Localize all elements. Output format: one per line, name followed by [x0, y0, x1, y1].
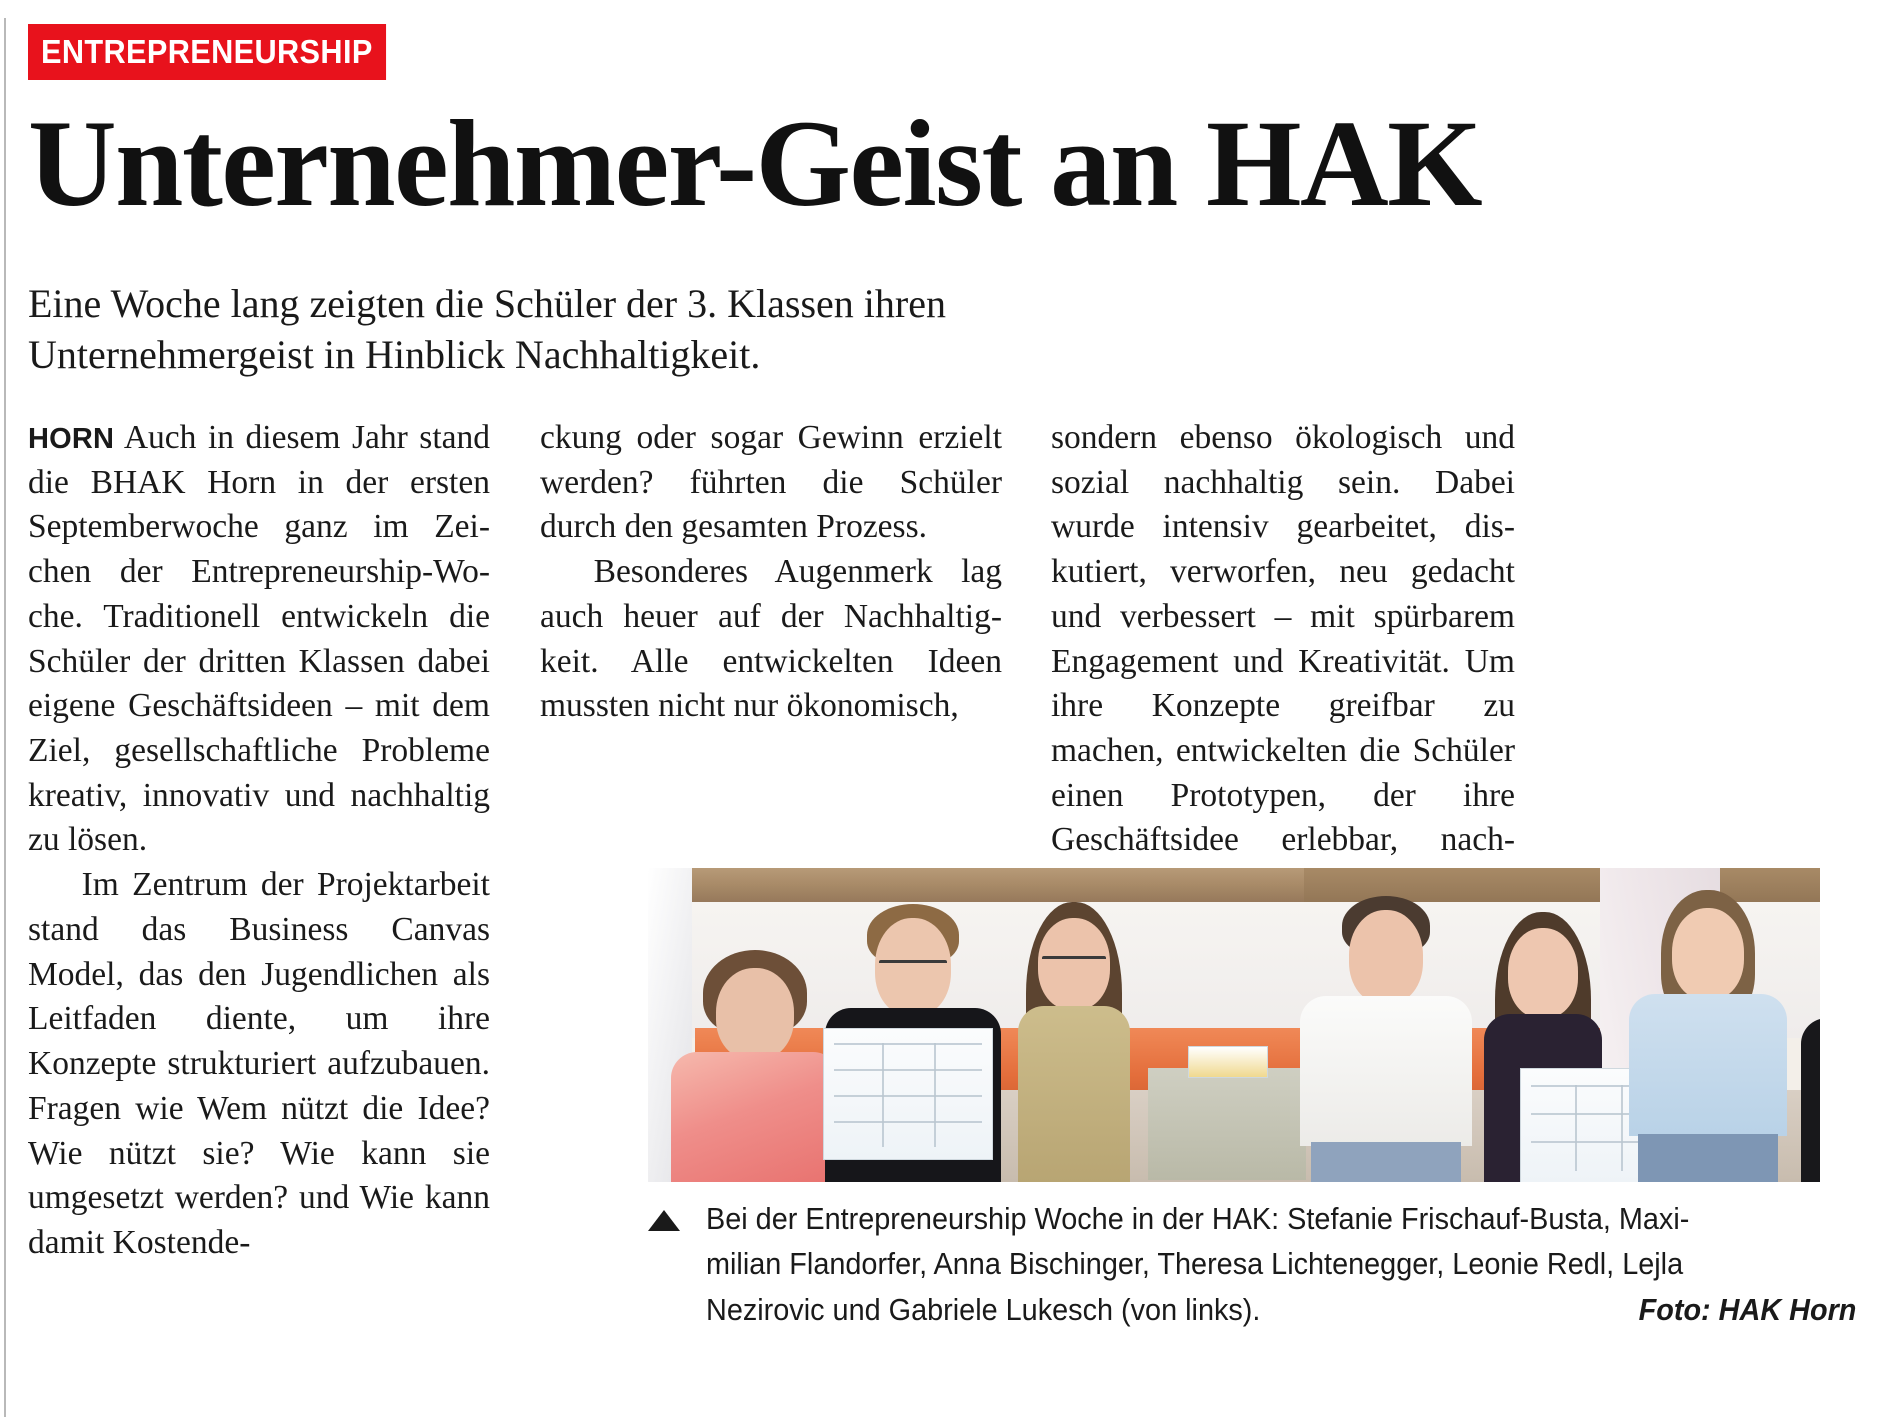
- glasses-icon: [1042, 956, 1106, 968]
- face: [1672, 908, 1744, 1000]
- page-title: Unternehmer-Geist an HAK: [28, 95, 1482, 232]
- poster-line: [834, 1121, 982, 1123]
- dateline: HORN: [28, 423, 115, 455]
- caption-line: Nezirovic und Gabriele Lukesch (von links).: [706, 1291, 1261, 1327]
- triangle-up-icon: [648, 1210, 680, 1231]
- torso: [1300, 996, 1472, 1146]
- face: [716, 968, 794, 1060]
- prototype-object: [1188, 1046, 1268, 1078]
- photo-credit: Foto: HAK Horn: [1638, 1291, 1857, 1327]
- caption-line: Bei der Entrepreneurship Woche in der HAK: Stefanie Frischauf-Busta, Maxi-: [706, 1201, 1690, 1236]
- paragraph-text: Auch in diesem Jahr stand die BHAK Horn in der ersten Septemberwoche ganz im Zeichen der Entrepreneurship-Woche. Traditionell entwickeln die Schüler der dritten Klassen dabei eigene Geschäftsideen – mit dem Ziel, gesellschaftliche Probleme kreativ, innovativ und nachhaltig zu lösen.: [28, 419, 490, 859]
- article-lead: Eine Woche lang zeigten die Schüler der 3. Klassen ihren Unternehmergeist in Hinblick Nachhaltigkeit.: [28, 281, 946, 378]
- torso: [1629, 994, 1787, 1136]
- torso: [1018, 1006, 1130, 1182]
- caption-text: [706, 1196, 1864, 1332]
- glasses-icon: [879, 960, 947, 972]
- caption-line: milian Flandorfer, Anna Bischinger, Theresa Lichtenegger, Leonie Redl, Lejla: [706, 1246, 1684, 1282]
- caption-line-with-credit: [706, 1287, 1864, 1332]
- person-3: [998, 900, 1150, 1182]
- face: [1349, 910, 1423, 1004]
- poster-line: [834, 1069, 982, 1071]
- face: [1508, 928, 1578, 1018]
- person-6: [1626, 890, 1790, 1182]
- poster-line: [834, 1095, 982, 1097]
- paragraph: [28, 416, 490, 863]
- photo-scene: [648, 868, 1820, 1182]
- category-kicker: ENTREPRENEURSHIP: [28, 24, 386, 80]
- torso: [1801, 1018, 1820, 1182]
- article-photo: [648, 868, 1820, 1182]
- poster-line: [834, 1043, 982, 1045]
- poster-line: [1621, 1085, 1623, 1171]
- person-4: [1298, 896, 1474, 1182]
- poster-line: [934, 1043, 936, 1147]
- paragraph: sondern ebenso ökologisch und sozial nachhaltig sein. Dabei wurde intensiv gearbeitet, diskutiert, verworfen, neu gedacht und verbessert – mit spürbarem Engagement und Kreativität. Um ihre Konzepte greifbar zu machen, entwickelten die Schüler einen Prototypen, der ihre Geschäftsidee erlebbar, nach: [1051, 419, 1515, 859]
- jeans: [1311, 1142, 1461, 1182]
- body-column-2: [540, 416, 1002, 729]
- body-column-1: [28, 416, 490, 1266]
- poster-line: [1575, 1085, 1577, 1171]
- paragraph: Im Zentrum der Projektarbeit stand das Business Canvas Model, das den Jugendlichen als Leitfaden diente, um ihre Konzepte strukturiert aufzubauen. Fragen wie Wem nützt die Idee? Wie nützt sie? Wie kann sie umgesetzt werden? und Wie kann damit Kostende-: [28, 866, 490, 1261]
- poster-line: [882, 1043, 884, 1147]
- photo-caption: [648, 1196, 1863, 1332]
- torso: [671, 1052, 839, 1182]
- prototype-pedestal: [1148, 1068, 1306, 1180]
- paragraph: ckung oder sogar Gewinn erzielt werden? führten die Schüler durch den gesamten Prozess.: [540, 419, 1002, 546]
- person-7: [1794, 906, 1820, 1182]
- business-canvas-poster-left: [823, 1028, 993, 1160]
- body-column-3: [1051, 416, 1515, 908]
- jeans: [1638, 1134, 1778, 1182]
- article-page: [28, 0, 1870, 1417]
- page-left-rule: [4, 18, 6, 1417]
- paragraph: Besonderes Augenmerk lag auch heuer auf der Nachhaltigkeit. Alle entwickelten Ideen mussten nicht nur ökonomisch,: [540, 553, 1002, 725]
- person-1: [670, 942, 840, 1182]
